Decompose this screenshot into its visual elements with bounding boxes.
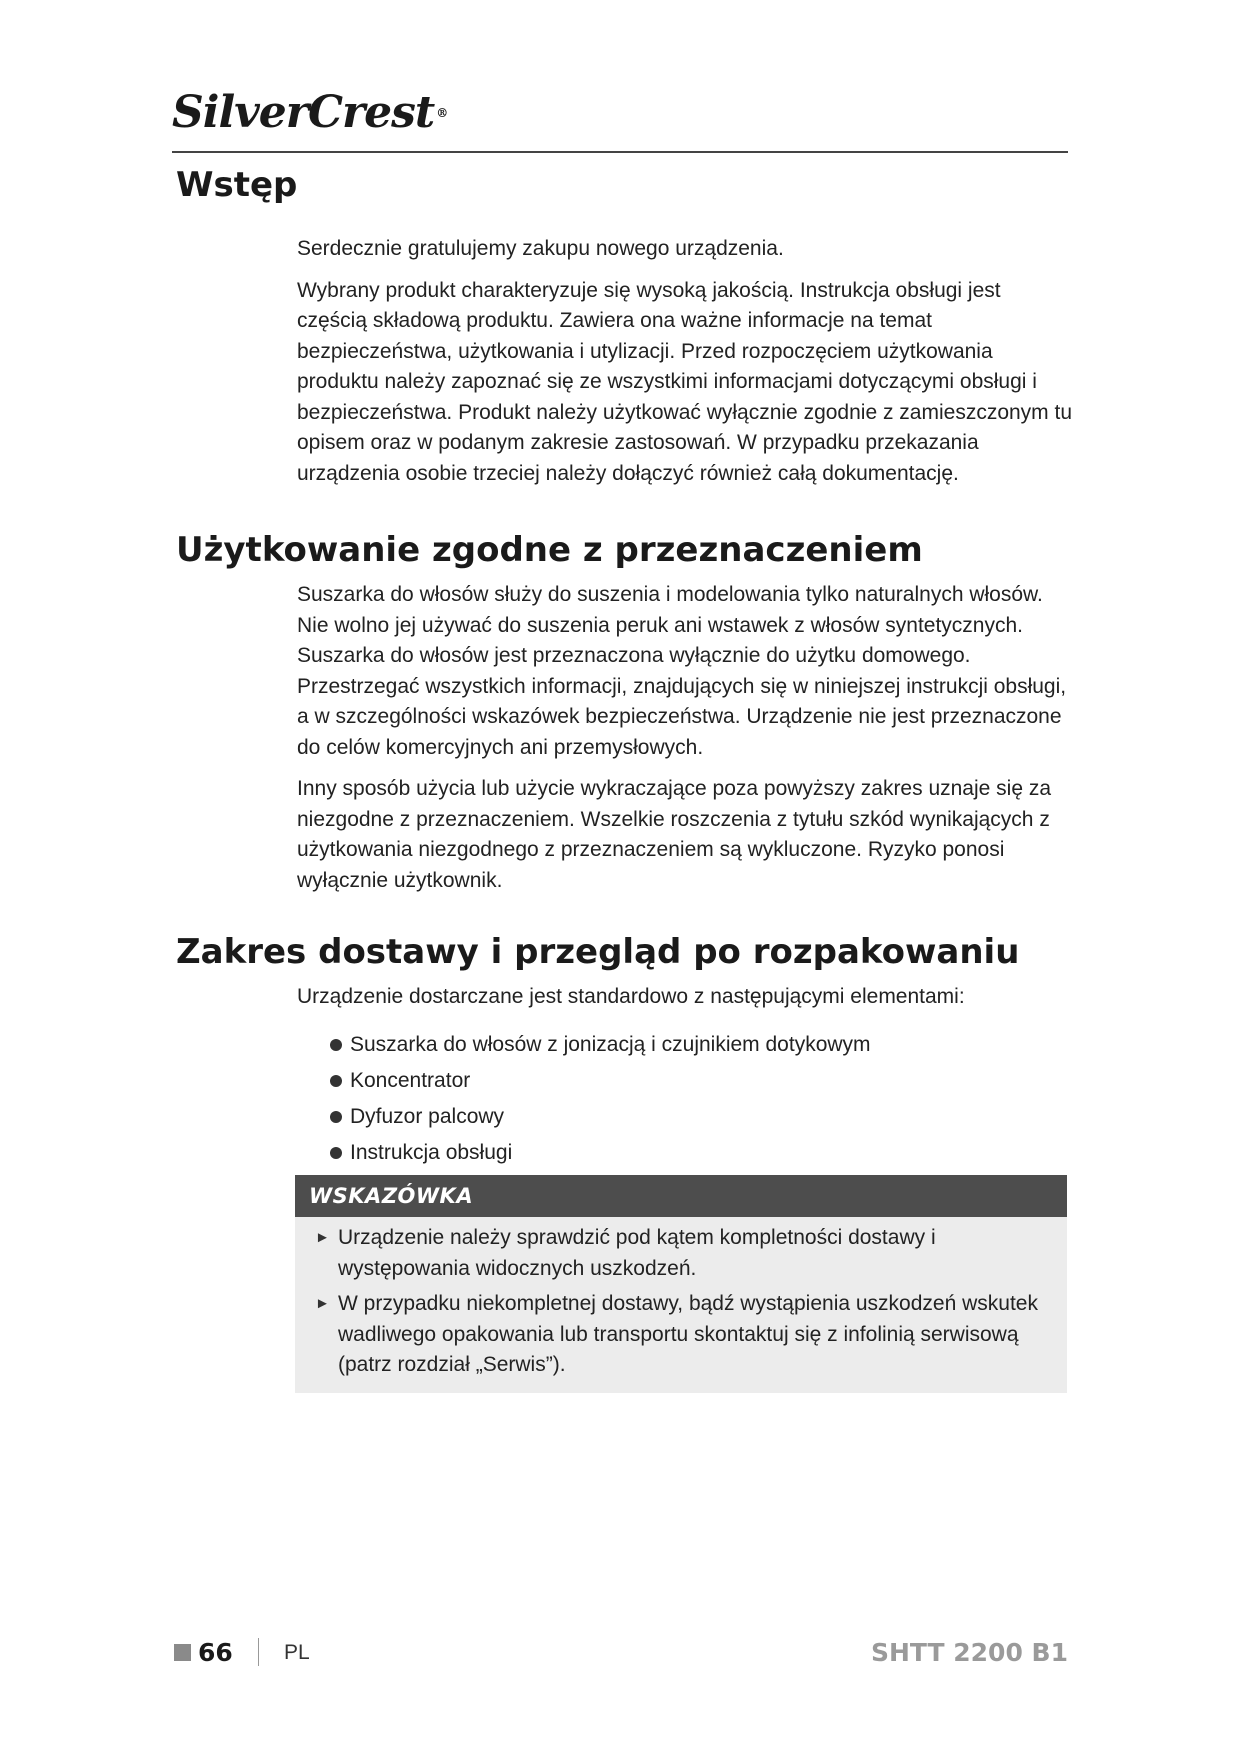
arrow-right-icon: ►: [315, 1229, 330, 1246]
list-item-label: Instrukcja obsługi: [350, 1141, 513, 1164]
bullet-icon: [330, 1075, 342, 1087]
delivery-items-list: [330, 1027, 871, 1171]
bullet-icon: [330, 1111, 342, 1123]
language-code: PL: [284, 1641, 310, 1664]
section-title-intended-use: Użytkowanie zgodne z przeznaczeniem: [176, 530, 923, 570]
note-heading: WSKAZÓWKA: [295, 1175, 1067, 1217]
section-body-wstep: [297, 234, 1075, 500]
bullet-icon: [330, 1147, 342, 1159]
list-item: [330, 1135, 871, 1171]
paragraph: Suszarka do włosów służy do suszenia i modelowania tylko naturalnych włosów. Nie wolno jej używać do suszenia peruk ani wstawek z włosów syntetycznych. Suszarka do włosów jest przeznaczona wyłącznie do użytku domowego. Przestrzegać wszystkich informacji, znajdujących się w niniejszej instrukcji obsługi, a w szczególności wskazówek bezpieczeństwa. Urządzenie nie jest przeznaczone do celów komercyjnych ani przemysłowych.: [297, 583, 1067, 759]
registered-mark: ®: [436, 106, 448, 120]
paragraph: Wybrany produkt charakteryzuje się wysoką jakością. Instrukcja obsługi jest częścią składową produktu. Zawiera ona ważne informacje na temat bezpieczeństwa, użytkowania i utylizacji. Przed rozpoczęciem użytkowania produktu należy zapoznać się ze wszystkimi informacjami dotyczącymi obsługi i bezpieczeństwa. Produkt należy użytkować wyłącznie zgodnie z zamieszczonym tu opisem oraz w podanym zakresie zastosowań. W przypadku przekazania urządzenia osobie trzeciej należy dołączyć również całą dokumentację.: [297, 278, 1073, 485]
page-number: 66: [198, 1638, 233, 1667]
note-item-text: W przypadku niekompletnej dostawy, bądź wystąpienia uszkodzeń wskutek wadliwego opakowania lub transportu skontaktuj się z infolinią serwisową (patrz rozdział „Serwis”).: [338, 1292, 1038, 1376]
list-item: [330, 1063, 871, 1099]
note-item-text: Urządzenie należy sprawdzić pod kątem kompletności dostawy i występowania widocznych uszkodzeń.: [338, 1226, 936, 1280]
section-body-delivery-scope: [297, 982, 1075, 1024]
footer-divider: [258, 1638, 259, 1666]
paragraph: Serdecznie gratulujemy zakupu nowego urządzenia.: [297, 237, 784, 260]
paragraph: Inny sposób użycia lub użycie wykraczające poza powyższy zakres uznaje się za niezgodne z przeznaczeniem. Wszelkie roszczenia z tytułu szkód wynikających z użytkowania niezgodnego z przeznaczeniem są wykluczone. Ryzyko ponosi wyłącznie użytkownik.: [297, 777, 1052, 892]
footer-square-icon: [174, 1644, 191, 1661]
list-item-label: Suszarka do włosów z jonizacją i czujnikiem dotykowym: [350, 1033, 871, 1056]
list-item: [330, 1027, 871, 1063]
model-number: SHTT 2200 B1: [870, 1638, 1068, 1667]
note-box: [295, 1175, 1067, 1393]
header-rule: [172, 151, 1068, 153]
section-body-intended-use: [297, 580, 1075, 907]
section-title-delivery-scope: Zakres dostawy i przegląd po rozpakowaniu: [176, 932, 1020, 972]
section-title-wstep: Wstęp: [176, 165, 298, 205]
note-item: [315, 1223, 1057, 1284]
list-item-label: Koncentrator: [350, 1069, 471, 1092]
brand-name: SilverCrest: [172, 87, 435, 138]
paragraph: Urządzenie dostarczane jest standardowo z następującymi elementami:: [297, 985, 965, 1008]
bullet-icon: [330, 1039, 342, 1051]
list-item: [330, 1099, 871, 1135]
brand-logo: [172, 88, 447, 138]
list-item-label: Dyfuzor palcowy: [350, 1105, 505, 1128]
note-item: [315, 1289, 1057, 1381]
arrow-right-icon: ►: [315, 1295, 330, 1312]
